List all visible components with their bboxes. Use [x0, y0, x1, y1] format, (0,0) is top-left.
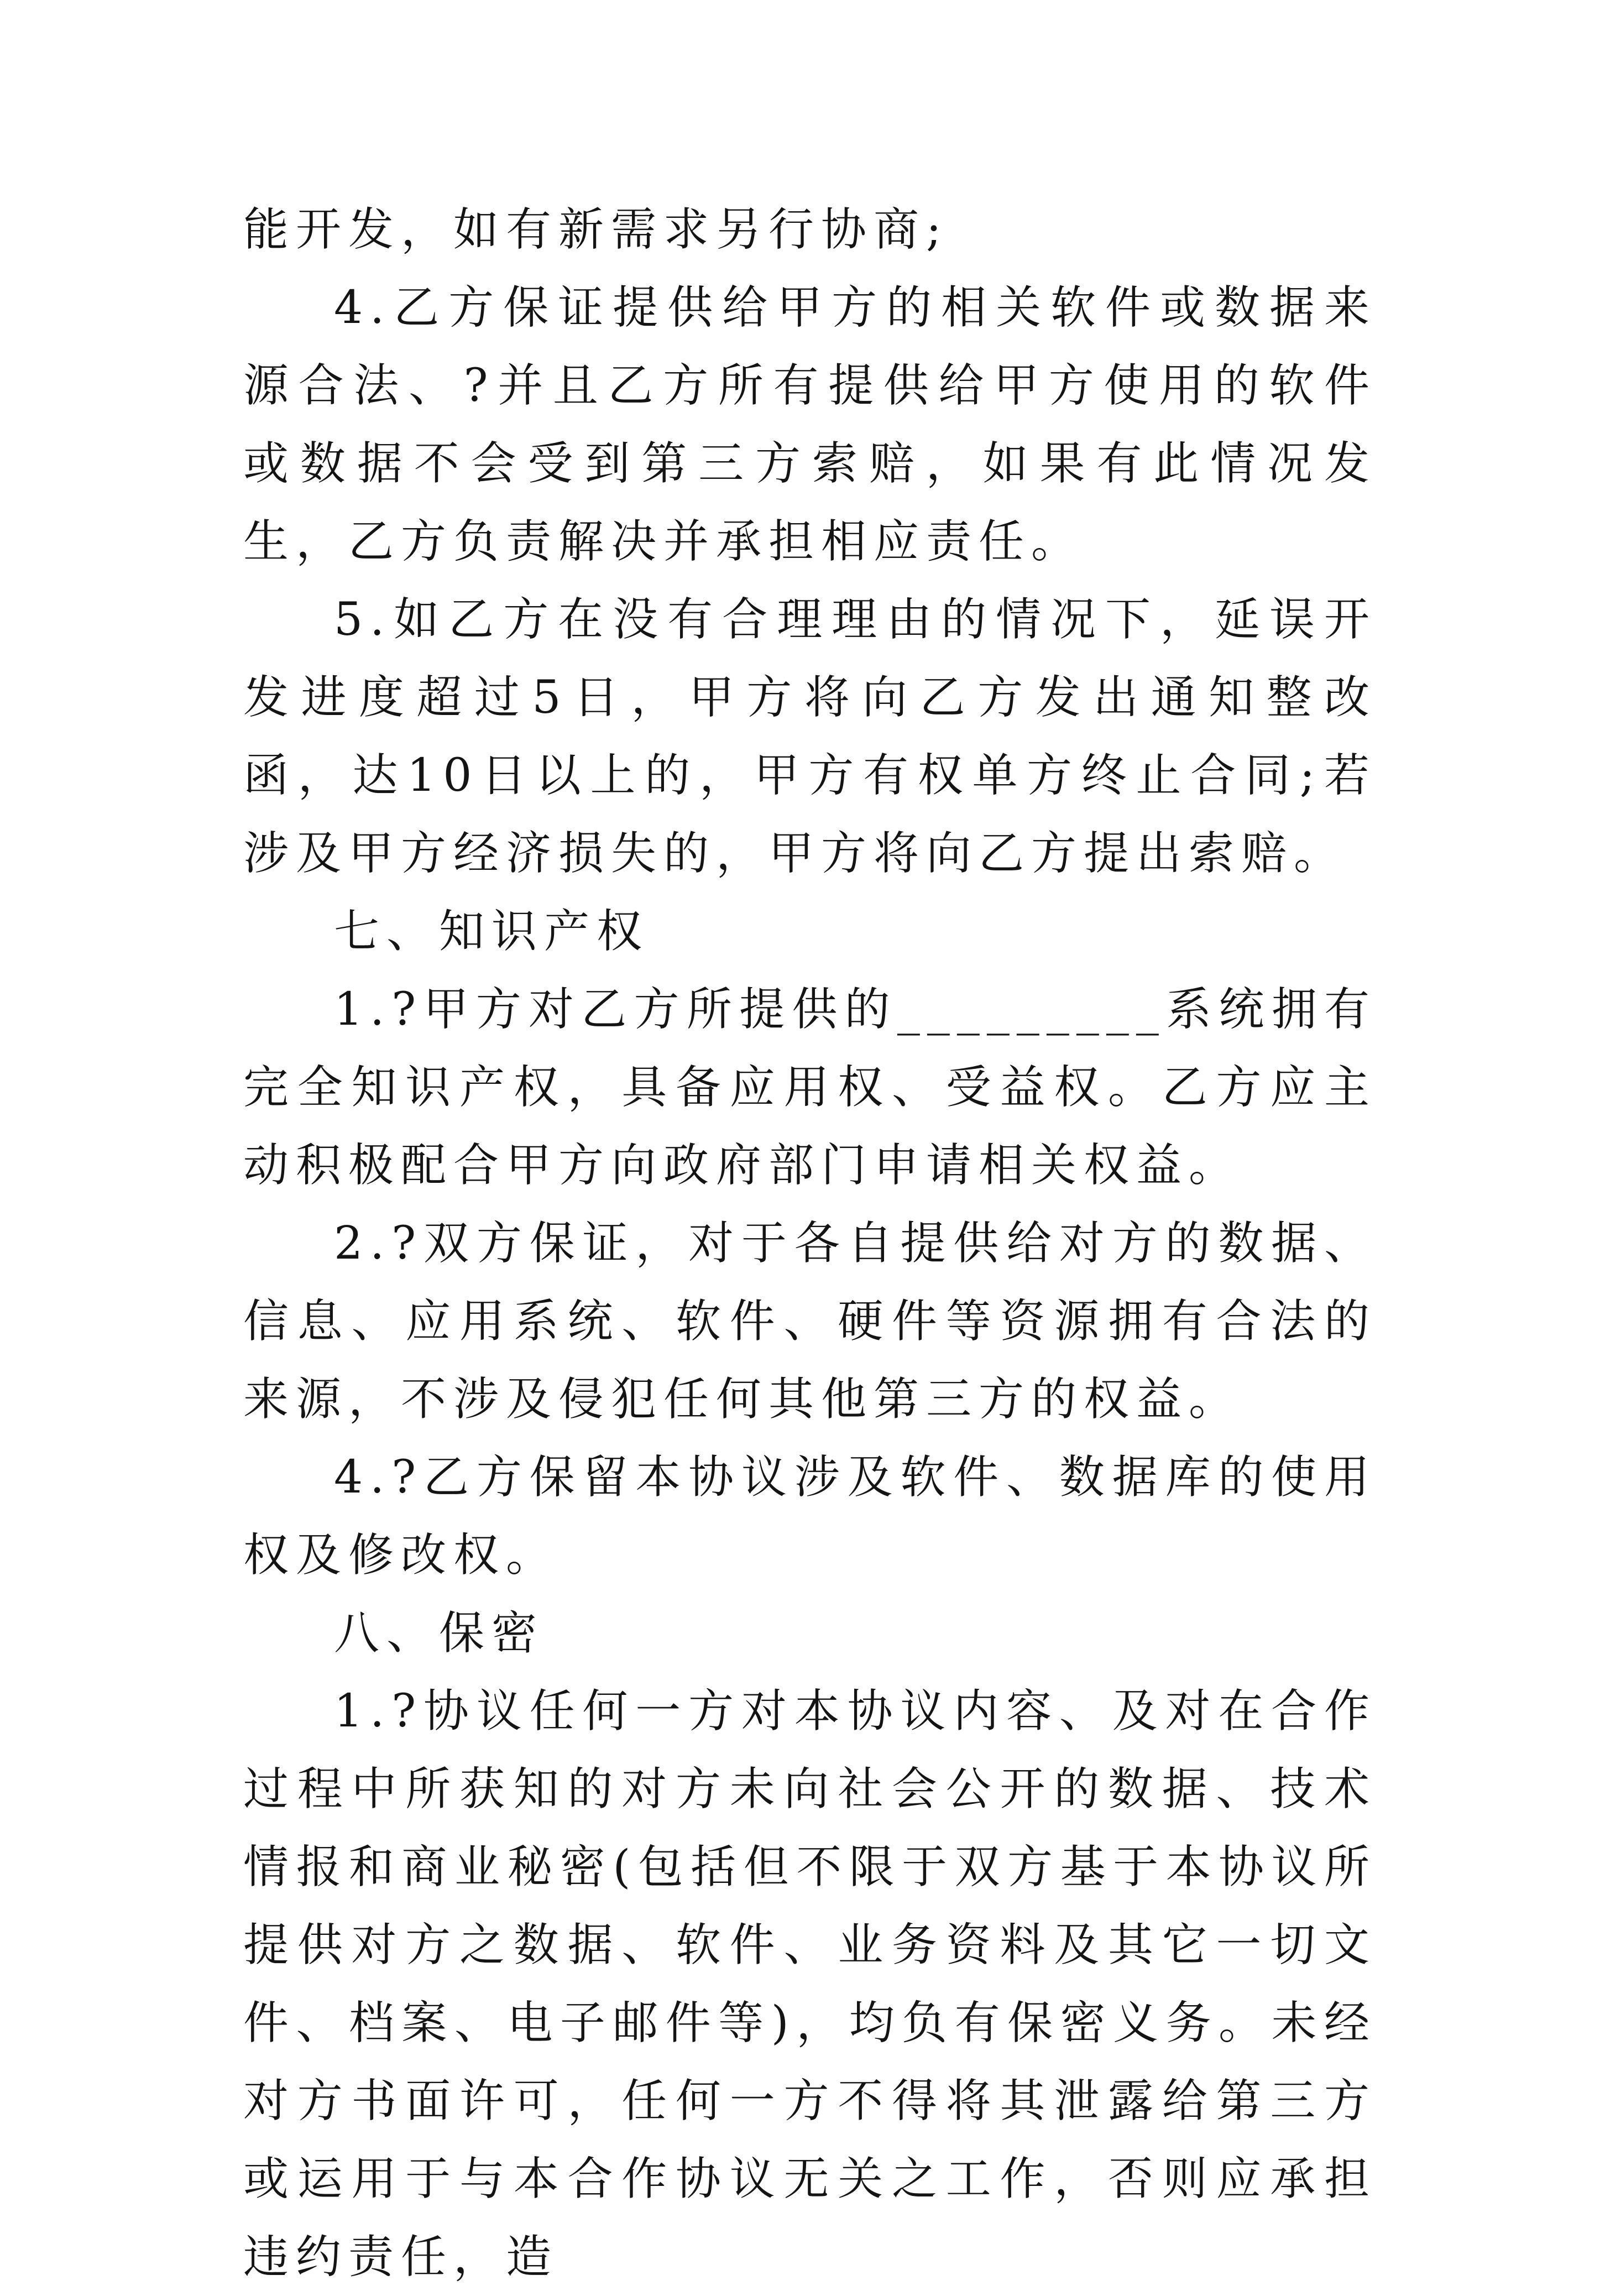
paragraph-section8-item1: 1.?协议任何一方对本协议内容、及对在合作过程中所获知的对方未向社会公开的数据、技术情报和商业秘密(包括但不限于双方基于本协议所提供对方之数据、软件、业务资料及其它一切文件、档案、电子邮件等)，均负有保密义务。未经对方书面许可，任何一方不得将其泄露给第三方或运用于与本合作协议无关之工作，否则应承担违约责任，造	[243, 1685, 1377, 2283]
paragraph-section6-item4: 4.乙方保证提供给甲方的相关软件或数据来源合法、?并且乙方所有提供给甲方使用的软件或数据不会受到第三方索赔，如果有此情况发生，乙方负责解决并承担相应责任。	[243, 281, 1377, 568]
document-body	[243, 191, 1377, 2296]
paragraph-section6-item5: 5.如乙方在没有合理理由的情况下，延误开发进度超过5日，甲方将向乙方发出通知整改函，达10日以上的，甲方有权单方终止合同;若涉及甲方经济损失的，甲方将向乙方提出索赔。	[243, 593, 1377, 880]
paragraph-section7-item4: 4.?乙方保留本协议涉及软件、数据库的使用权及修改权。	[243, 1451, 1377, 1582]
section-heading-intellectual-property: 七、知识产权	[334, 905, 650, 958]
paragraph-continuation: 能开发，如有新需求另行协商;	[243, 203, 949, 256]
section-heading-confidentiality: 八、保密	[334, 1607, 545, 1660]
paragraph-section7-item2: 2.?双方保证，对于各自提供给对方的数据、信息、应用系统、软件、硬件等资源拥有合法的来源，不涉及侵犯任何其他第三方的权益。	[243, 1217, 1377, 1426]
paragraph-section7-item1: 1.?甲方对乙方所提供的_________系统拥有完全知识产权，具备应用权、受益权。乙方应主动积极配合甲方向政府部门申请相关权益。	[243, 983, 1377, 1192]
